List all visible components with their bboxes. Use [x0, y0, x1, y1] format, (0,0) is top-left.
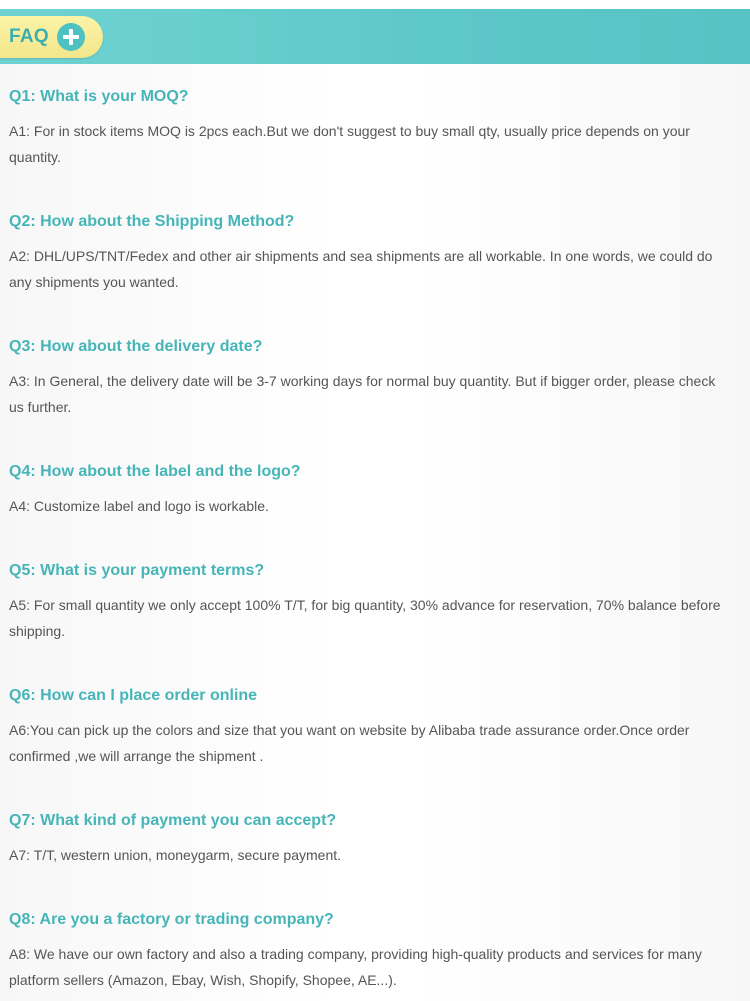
- header-band: [0, 9, 750, 64]
- faq-answer: A1: For in stock items MOQ is 2pcs each.But we don't suggest to buy small qty, usually price depends on your quantity.: [9, 123, 690, 165]
- faq-question: Q3: How about the delivery date?: [9, 338, 263, 355]
- faq-question: Q4: How about the label and the logo?: [9, 463, 301, 480]
- faq-label: FAQ: [9, 26, 49, 47]
- top-strip: [0, 0, 750, 9]
- faq-answer: A2: DHL/UPS/TNT/Fedex and other air shipments and sea shipments are all workable. In one words, we could do any shipments you wanted.: [9, 248, 713, 290]
- faq-question: Q6: How can I place order online: [9, 687, 258, 704]
- plus-icon: [57, 23, 85, 51]
- faq-question: Q2: How about the Shipping Method?: [9, 213, 295, 230]
- faq-answer: A3: In General, the delivery date will be 3-7 working days for normal buy quantity. But if bigger order, please check us further.: [9, 373, 716, 415]
- faq-question: Q1: What is your MOQ?: [9, 88, 189, 105]
- faq-answer: A4: Customize label and logo is workable.: [9, 498, 269, 514]
- faq-question: Q5: What is your payment terms?: [9, 562, 265, 579]
- faq-answer: A5: For small quantity we only accept 100% T/T, for big quantity, 30% advance for reservation, 70% balance before shipping.: [9, 597, 721, 639]
- faq-answer: A8: We have our own factory and also a trading company, providing high-quality products and services for many platform sellers (Amazon, Ebay, Wish, Shopify, Shopee, AE...).: [9, 946, 702, 988]
- faq-answer: A6:You can pick up the colors and size that you want on website by Alibaba trade assurance order.Once order confirmed ,we will arrange the shipment .: [9, 722, 690, 764]
- faq-tab: [0, 16, 103, 58]
- faq-question: Q7: What kind of payment you can accept?: [9, 812, 337, 829]
- faq-question: Q8: Are you a factory or trading company?: [9, 911, 334, 928]
- faq-answer: A7: T/T, western union, moneygarm, secure payment.: [9, 847, 342, 863]
